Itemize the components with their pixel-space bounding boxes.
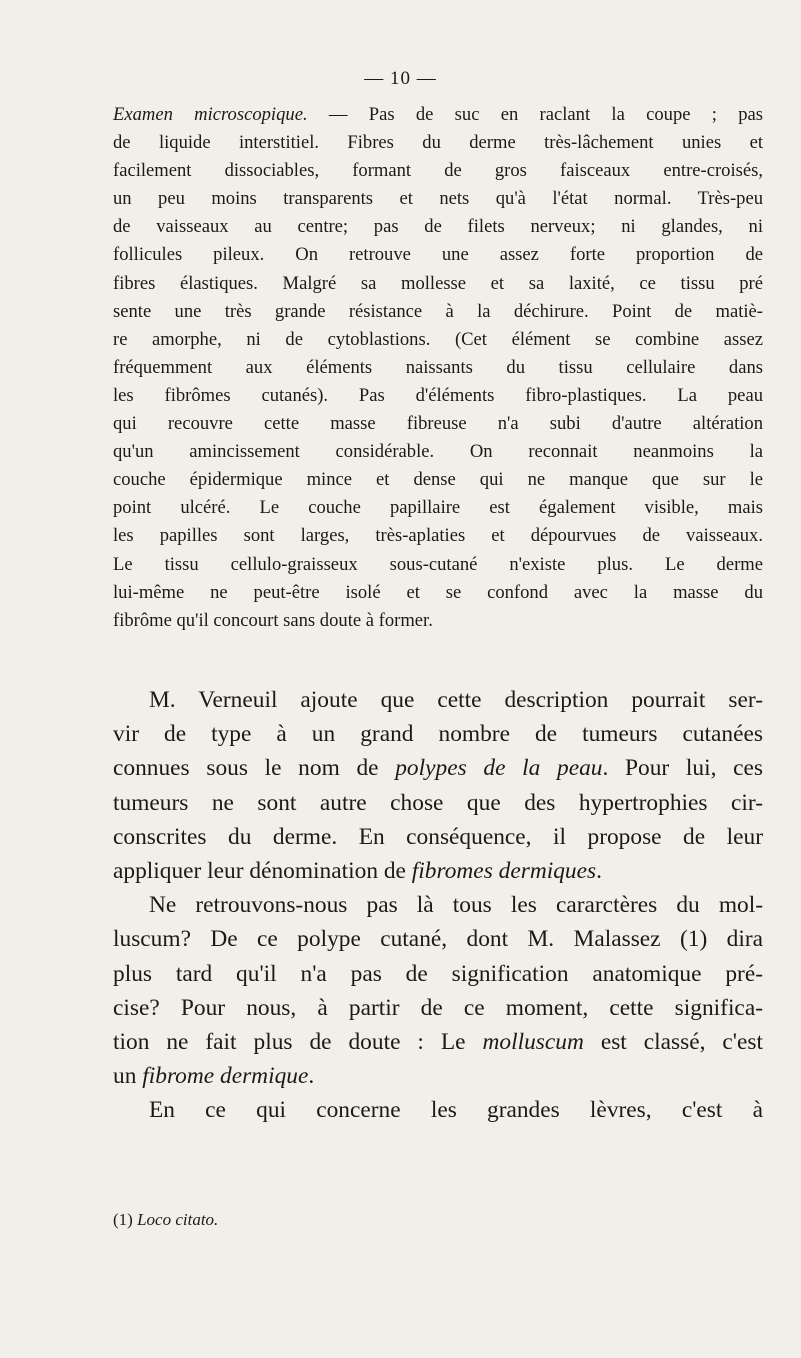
main-line: conscrites du derme. En conséquence, il propose de leur bbox=[113, 823, 763, 850]
exam-line: follicules pileux. On retrouve une assez forte proportion de bbox=[113, 244, 763, 266]
term-fibromes-dermiques: fibromes dermiques bbox=[411, 858, 597, 885]
term-molluscum: molluscum bbox=[482, 1029, 584, 1056]
main-line: connues sous le nom de polypes de la peau. Pour lui, ces bbox=[113, 755, 764, 782]
term-polypes: polypes de la peau bbox=[395, 755, 603, 782]
main-line: Ne retrouvons-nous pas là tous les cararctères du mol- bbox=[149, 892, 763, 919]
microscopic-exam-paragraph bbox=[113, 101, 763, 635]
footnote bbox=[113, 1210, 218, 1230]
exam-line: couche épidermique mince et dense qui ne manque que sur le bbox=[113, 469, 763, 491]
exam-line: re amorphe, ni de cytoblastions. (Cet élément se combine assez bbox=[113, 328, 763, 350]
exam-heading: Examen microscopique. bbox=[113, 104, 308, 125]
main-text bbox=[113, 683, 763, 1128]
exam-line: sente une très grande résistance à la déchirure. Point de matiè- bbox=[113, 300, 763, 322]
page-number: — 10 — bbox=[364, 68, 437, 89]
exam-line: qui recouvre cette masse fibreuse n'a subi d'autre altération bbox=[113, 413, 763, 435]
exam-line: de vaisseaux au centre; pas de filets nerveux; ni glandes, ni bbox=[113, 216, 763, 238]
main-line: appliquer leur dénomination de fibromes dermiques. bbox=[113, 858, 602, 885]
footnote-text: Loco citato. bbox=[137, 1210, 219, 1229]
exam-line: point ulcéré. Le couche papillaire est également visible, mais bbox=[113, 497, 763, 519]
exam-line: qu'un amincissement considérable. On reconnait neanmoins la bbox=[113, 441, 763, 463]
exam-line: fibres élastiques. Malgré sa mollesse et sa laxité, ce tissu pré bbox=[113, 272, 763, 294]
exam-line: Le tissu cellulo-graisseux sous-cutané n'existe plus. Le derme bbox=[113, 553, 763, 575]
main-line: M. Verneuil ajoute que cette description pourrait ser- bbox=[149, 687, 763, 713]
exam-line: les papilles sont larges, très-aplaties et dépourvues de vaisseaux. bbox=[113, 525, 763, 547]
main-line: luscum? De ce polype cutané, dont M. Malassez (1) dira bbox=[113, 926, 763, 953]
exam-line: Examen microscopique. — Pas de suc en raclant la coupe ; pas bbox=[113, 104, 763, 125]
exam-line: lui-même ne peut-être isolé et se confond avec la masse du bbox=[113, 581, 763, 603]
main-line: En ce qui concerne les grandes lèvres, c'est à bbox=[149, 1097, 763, 1124]
exam-line: facilement dissociables, formant de gros faisceaux entre-croisés, bbox=[113, 160, 763, 182]
main-line: tumeurs ne sont autre chose que des hypertrophies cir- bbox=[113, 789, 763, 816]
term-fibrome-dermique: fibrome dermique bbox=[142, 1063, 309, 1090]
main-line: vir de type à un grand nombre de tumeurs cutanées bbox=[113, 721, 763, 748]
footnote-marker: (1) bbox=[113, 1210, 138, 1229]
exam-line: fréquemment aux éléments naissants du tissu cellulaire dans bbox=[113, 356, 763, 378]
exam-line: de liquide interstitiel. Fibres du derme très-lâchement unies et bbox=[113, 132, 763, 154]
main-line: un fibrome dermique. bbox=[113, 1063, 315, 1090]
exam-line: les fibrômes cutanés). Pas d'éléments fibro-plastiques. La peau bbox=[113, 384, 763, 406]
main-line: plus tard qu'il n'a pas de signification anatomique pré- bbox=[113, 960, 763, 987]
main-line: cise? Pour nous, à partir de ce moment, cette significa- bbox=[113, 994, 763, 1021]
main-line: tion ne fait plus de doute : Le molluscum est classé, c'est bbox=[113, 1029, 763, 1056]
exam-line: fibrôme qu'il concourt sans doute à former. bbox=[113, 609, 433, 631]
exam-line: un peu moins transparents et nets qu'à l'état normal. Très-peu bbox=[113, 188, 763, 210]
